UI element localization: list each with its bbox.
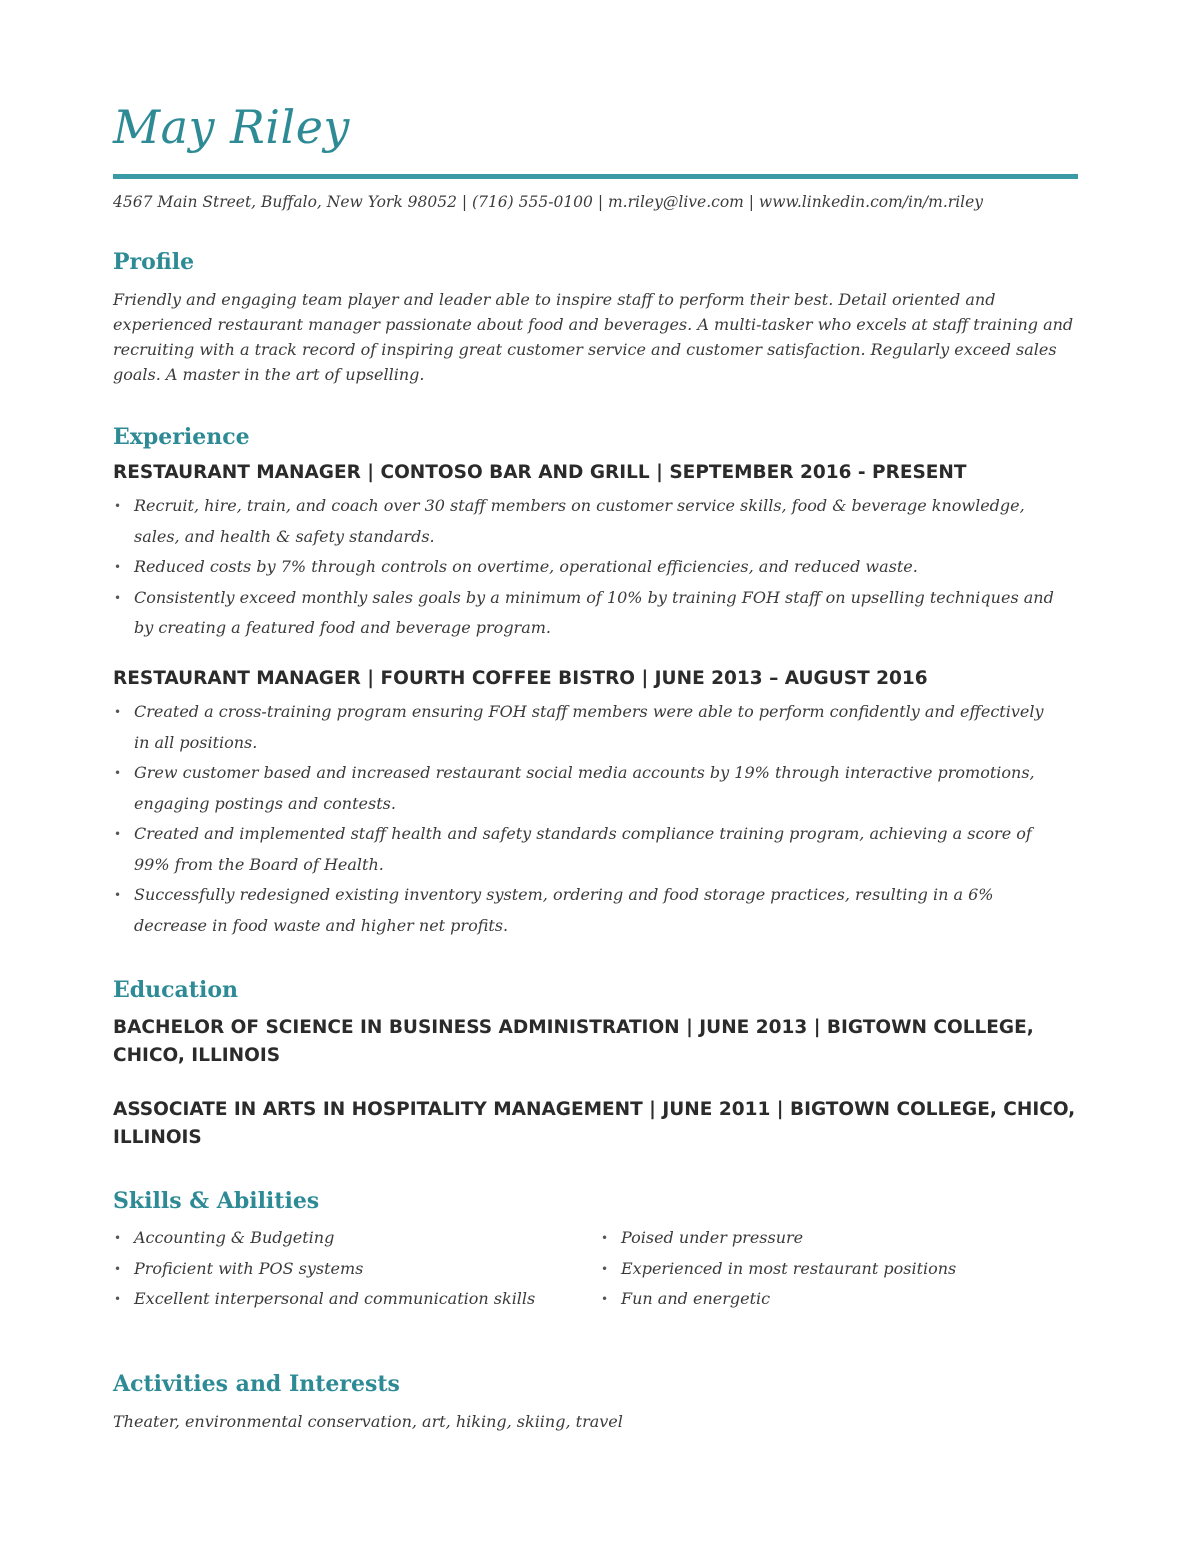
bullet-text: Recruit, hire, train, and coach over 30 staff members on customer service skills, food & beverage knowledge, sales, and health & safety standards. xyxy=(134,496,1025,546)
profile-heading: Profile xyxy=(113,249,195,275)
skill-text: Fun and energetic xyxy=(621,1289,771,1308)
list-item xyxy=(113,1254,535,1285)
skill-text: Poised under pressure xyxy=(621,1228,804,1247)
education-entry: ASSOCIATE IN ARTS IN HOSPITALITY MANAGEMENT | JUNE 2011 | BIGTOWN COLLEGE, CHICO, ILLINOIS xyxy=(113,1099,1076,1148)
resume-name: May Riley xyxy=(113,100,350,154)
job-title: RESTAURANT MANAGER | CONTOSO BAR AND GRILL | SEPTEMBER 2016 - PRESENT xyxy=(113,462,967,483)
list-item xyxy=(600,1284,956,1315)
job-bullets xyxy=(113,697,1063,941)
bullet-icon: • xyxy=(114,499,122,513)
bullet-icon: • xyxy=(114,560,122,574)
bullet-text: Grew customer based and increased restaurant social media accounts by 19% through interactive promotions, engaging postings and contests. xyxy=(134,763,1035,813)
skill-text: Experienced in most restaurant positions xyxy=(621,1258,957,1278)
experience-heading: Experience xyxy=(113,424,250,450)
contact-line: 4567 Main Street, Buffalo, New York 98052 | (716) 555-0100 | m.riley@live.com | www.linkedin.com/in/m.riley xyxy=(113,193,984,211)
header-rule xyxy=(113,174,1078,179)
education-entry: BACHELOR OF SCIENCE IN BUSINESS ADMINISTRATION | JUNE 2013 | BIGTOWN COLLEGE, CHICO, ILLINOIS xyxy=(113,1017,1034,1066)
list-item xyxy=(113,491,1063,552)
bullet-icon: • xyxy=(114,766,122,780)
job-title: RESTAURANT MANAGER | FOURTH COFFEE BISTRO | JUNE 2013 – AUGUST 2016 xyxy=(113,668,928,689)
list-item xyxy=(113,758,1063,819)
bullet-icon: • xyxy=(114,590,122,605)
skills-list-right xyxy=(600,1223,956,1315)
list-item xyxy=(113,880,1063,941)
bullet-text: Created and implemented staff health and safety standards compliance training program, achieving a score of 99% from the Board of Health. xyxy=(134,824,1032,874)
skill-text: Proficient with POS systems xyxy=(134,1258,364,1278)
list-item xyxy=(113,583,1063,644)
education-heading: Education xyxy=(113,977,238,1003)
skill-text: Accounting & Budgeting xyxy=(134,1228,335,1247)
list-item xyxy=(113,552,1063,583)
bullet-icon: • xyxy=(601,1231,609,1245)
bullet-text: Successfully redesigned existing inventory system, ordering and food storage practices, resulting in a 6% decrease in food waste and higher net profits. xyxy=(134,885,994,935)
skill-text: Excellent interpersonal and communication skills xyxy=(134,1289,536,1308)
list-item xyxy=(600,1254,956,1285)
bullet-icon: • xyxy=(114,1231,122,1245)
bullet-text: Reduced costs by 7% through controls on overtime, operational efficiencies, and reduced waste. xyxy=(134,557,918,576)
job-bullets xyxy=(113,491,1063,644)
list-item xyxy=(600,1223,956,1254)
bullet-text: Consistently exceed monthly sales goals by a minimum of 10% by training FOH staff on upselling techniques and by creating a featured food and beverage program. xyxy=(134,587,1054,637)
activities-text: Theater, environmental conservation, art, hiking, skiing, travel xyxy=(113,1412,623,1431)
bullet-text: Created a cross-training program ensuring FOH staff members were able to perform confidently and effectively in all positions. xyxy=(134,702,1044,752)
bullet-icon: • xyxy=(601,1261,609,1276)
bullet-icon: • xyxy=(114,827,122,841)
skills-list-left xyxy=(113,1223,535,1315)
activities-heading: Activities and Interests xyxy=(113,1371,400,1397)
list-item xyxy=(113,1284,535,1315)
list-item xyxy=(113,1223,535,1254)
bullet-icon: • xyxy=(114,1292,122,1306)
list-item xyxy=(113,819,1063,880)
bullet-icon: • xyxy=(601,1292,609,1306)
bullet-icon: • xyxy=(114,888,122,902)
profile-text: Friendly and engaging team player and leader able to inspire staff to perform their best. Detail oriented and experienced restaurant manager passionate about food and beverages. A multi-tasker who excels at staff training and recruiting with a track record of inspiring great customer service and customer satisfaction. Regularly exceed sales goals. A master in the art of upselling. xyxy=(113,290,1074,384)
bullet-icon: • xyxy=(114,1261,122,1276)
list-item xyxy=(113,697,1063,758)
skills-heading: Skills & Abilities xyxy=(113,1188,320,1214)
bullet-icon: • xyxy=(114,705,122,719)
